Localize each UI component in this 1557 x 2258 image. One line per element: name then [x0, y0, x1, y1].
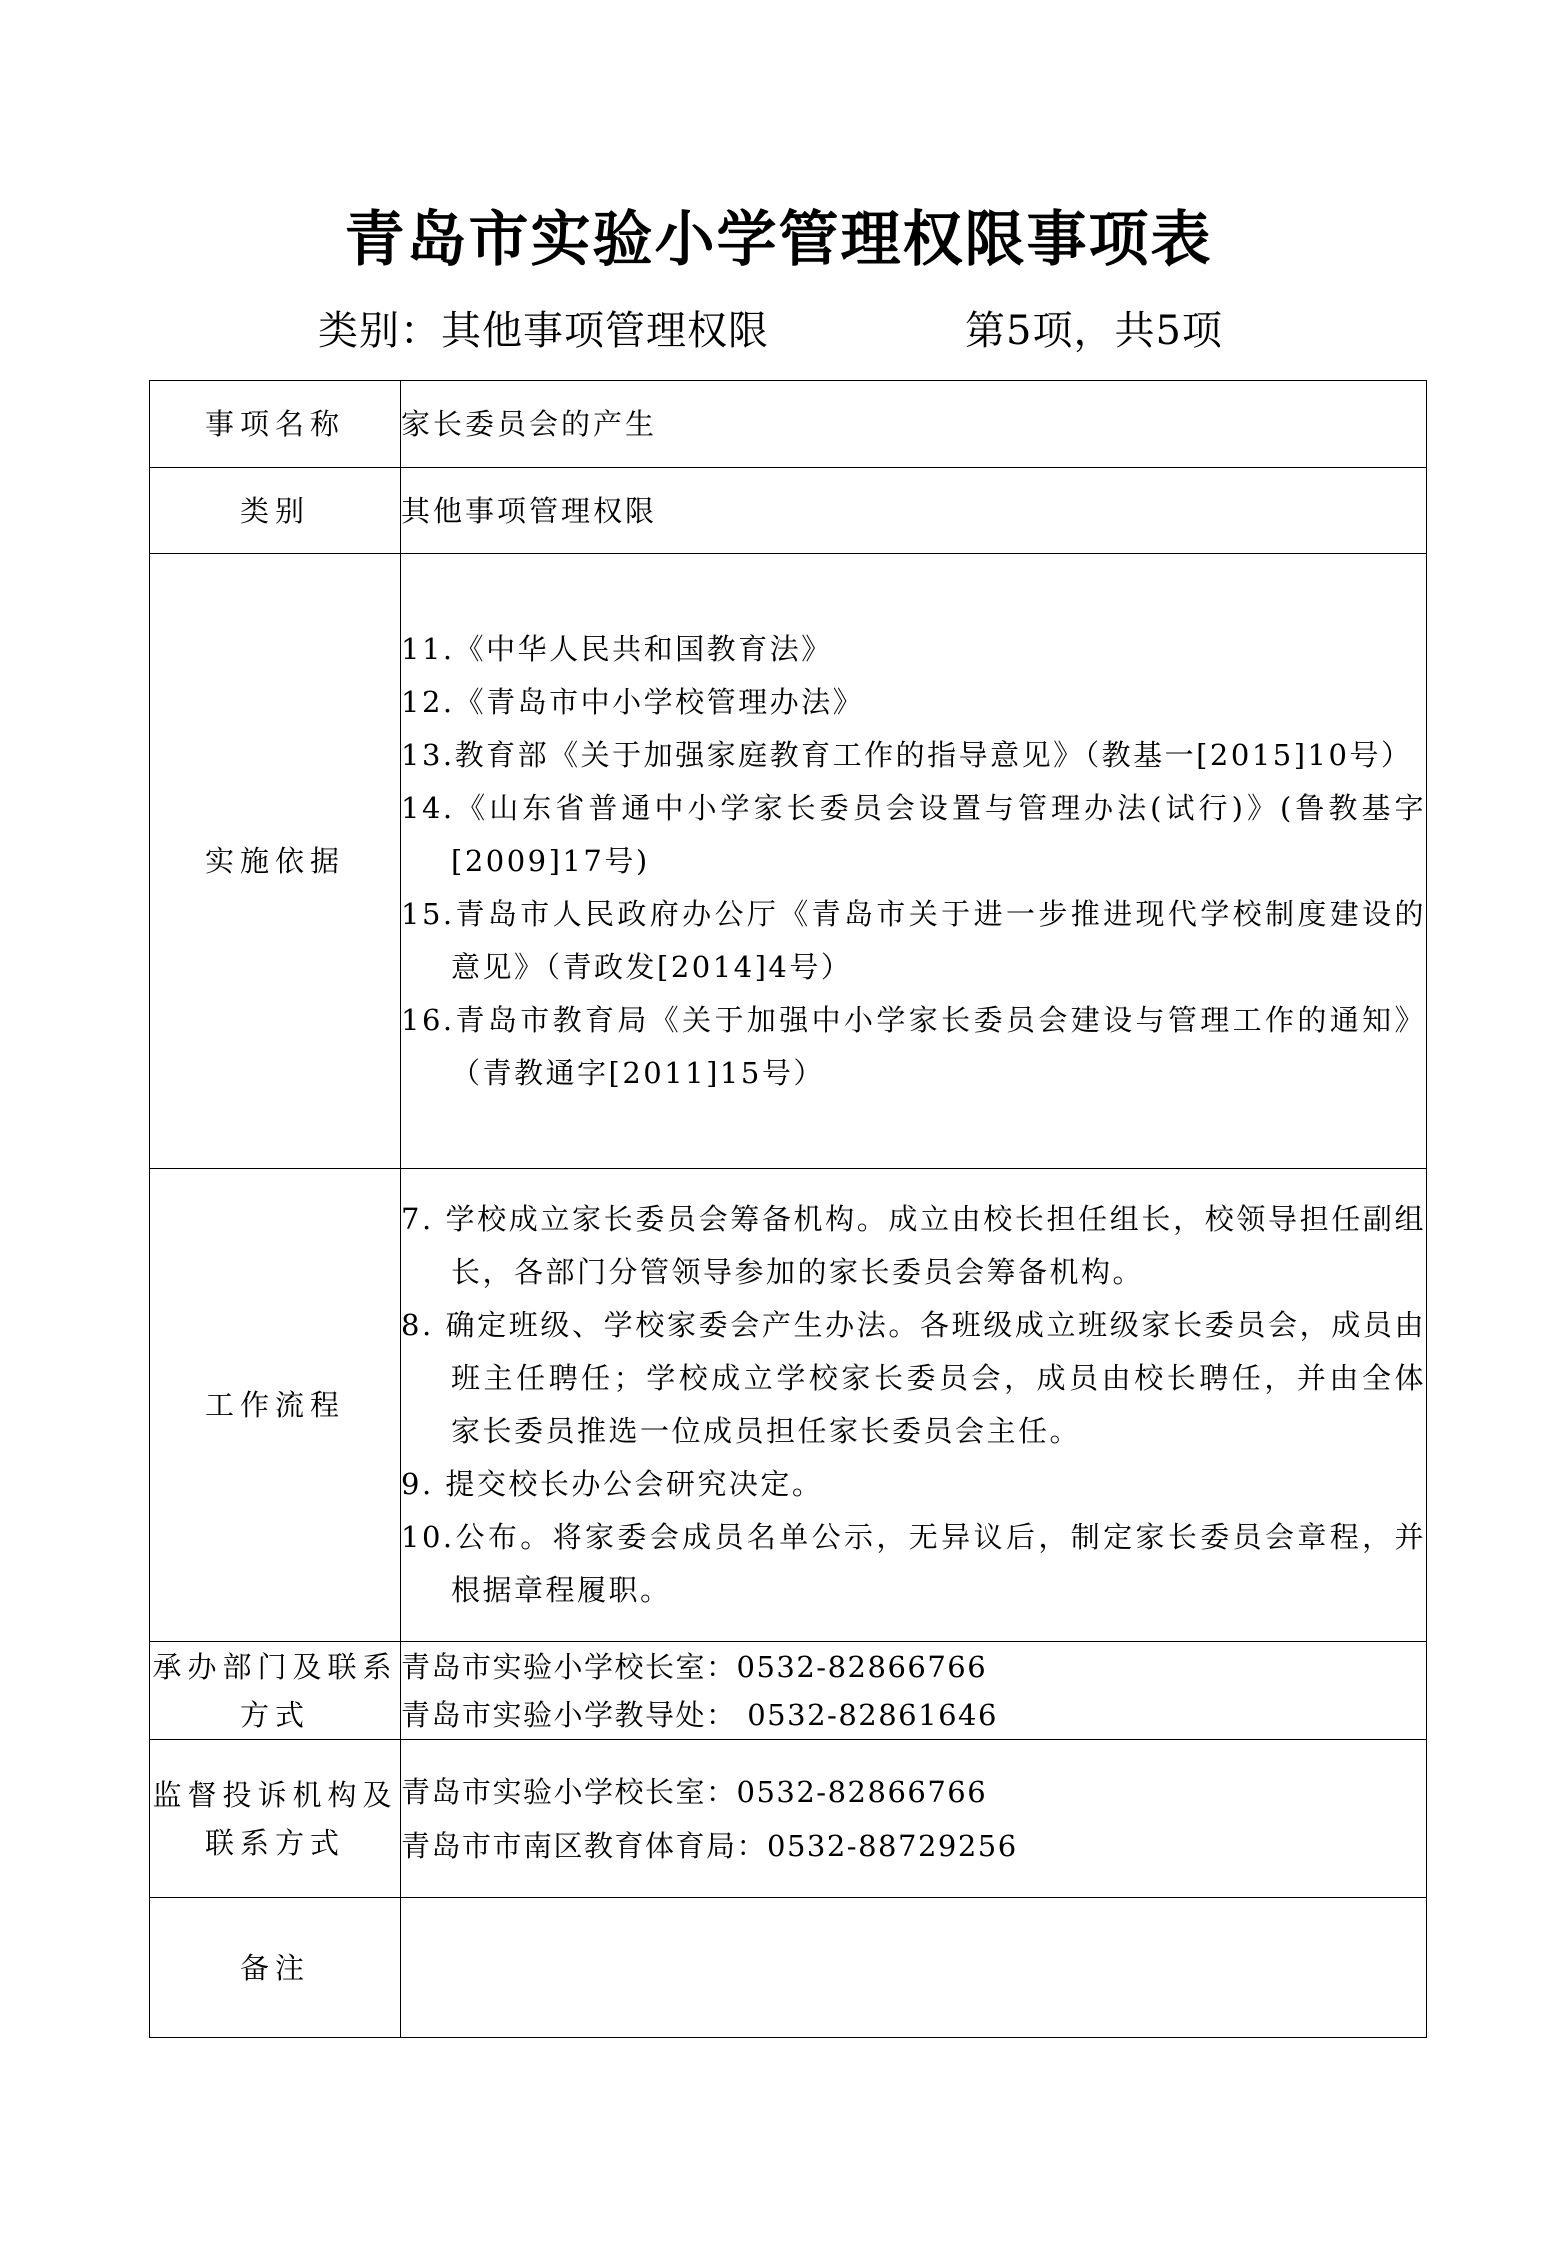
- basis-item: 15.青岛市人民政府办公厅《青岛市关于进一步推进现代学校制度建设的意见》（青政发[2014]4号）: [401, 896, 1426, 984]
- workflow-list: [401, 1171, 1426, 1639]
- value-department: [401, 1642, 1427, 1740]
- label-basis: 实施依据: [150, 554, 401, 1169]
- value-basis: [401, 554, 1427, 1169]
- row-remarks: [150, 1898, 1427, 2038]
- value-item-name: [401, 381, 1427, 468]
- basis-list: [401, 601, 1426, 1122]
- basis-item: 13.教育部《关于加强家庭教育工作的指导意见》（教基一[2015]10号）: [401, 737, 1413, 772]
- row-department: [150, 1642, 1427, 1740]
- value-remarks: [401, 1898, 1427, 2038]
- basis-item: 11.《中华人民共和国教育法》: [401, 631, 833, 666]
- row-category: [150, 468, 1427, 554]
- basis-item: 16.青岛市教育局《关于加强中小学家长委员会建设与管理工作的通知》（青教通字[2011]15号）: [401, 1002, 1426, 1090]
- label-item-name: 事项名称: [150, 381, 401, 468]
- row-basis: [150, 554, 1427, 1169]
- basis-item: 12.《青岛市中小学校管理办法》: [401, 684, 865, 719]
- value-workflow: [401, 1169, 1427, 1642]
- workflow-item: 8. 确定班级、学校家委会产生办法。各班级成立班级家长委员会，成员由班主任聘任；学校成立学校家长委员会，成员由校长聘任，并由全体家长委员推选一位成员担任家长委员会主任。: [401, 1308, 1426, 1448]
- supervision-contact: 青岛市实验小学校长室：0532-82866766: [401, 1774, 988, 1809]
- workflow-item: 10.公布。将家委会成员名单公示，无异议后，制定家长委员会章程，并根据章程履职。: [401, 1520, 1426, 1607]
- row-supervision: [150, 1740, 1427, 1898]
- basis-item: 14.《山东省普通中小学家长委员会设置与管理办法(试行)》(鲁教基字[2009]17号): [401, 790, 1426, 878]
- department-contact: 青岛市实验小学教导处： 0532-82861646: [401, 1697, 998, 1732]
- value-supervision: [401, 1740, 1427, 1898]
- workflow-item: 9. 提交校长办公会研究决定。: [401, 1467, 824, 1501]
- supervision-contact: 青岛市市南区教育体育局：0532-88729256: [401, 1828, 1018, 1863]
- category-text: 其他事项管理权限: [401, 493, 658, 528]
- page-count: 第5项，共5项: [965, 308, 1223, 354]
- department-contact: 青岛市实验小学校长室：0532-82866766: [401, 1649, 988, 1684]
- row-workflow: [150, 1169, 1427, 1642]
- label-supervision: 监督投诉机构及联系方式: [150, 1740, 401, 1898]
- category-line: 类别：其他事项管理权限: [318, 308, 769, 354]
- label-workflow: 工作流程: [150, 1169, 401, 1642]
- workflow-item: 7. 学校成立家长委员会筹备机构。成立由校长担任组长，校领导担任副组长，各部门分管领导参加的家长委员会筹备机构。: [401, 1202, 1426, 1289]
- page-title: 青岛市实验小学管理权限事项表: [344, 205, 1213, 275]
- label-department: 承办部门及联系方式: [150, 1642, 401, 1740]
- item-name-text: 家长委员会的产生: [401, 407, 658, 441]
- row-item-name: [150, 381, 1427, 468]
- authority-table: [149, 380, 1427, 2038]
- value-category: [401, 468, 1427, 554]
- label-category: 类别: [150, 468, 401, 554]
- label-remarks: 备注: [150, 1898, 401, 2038]
